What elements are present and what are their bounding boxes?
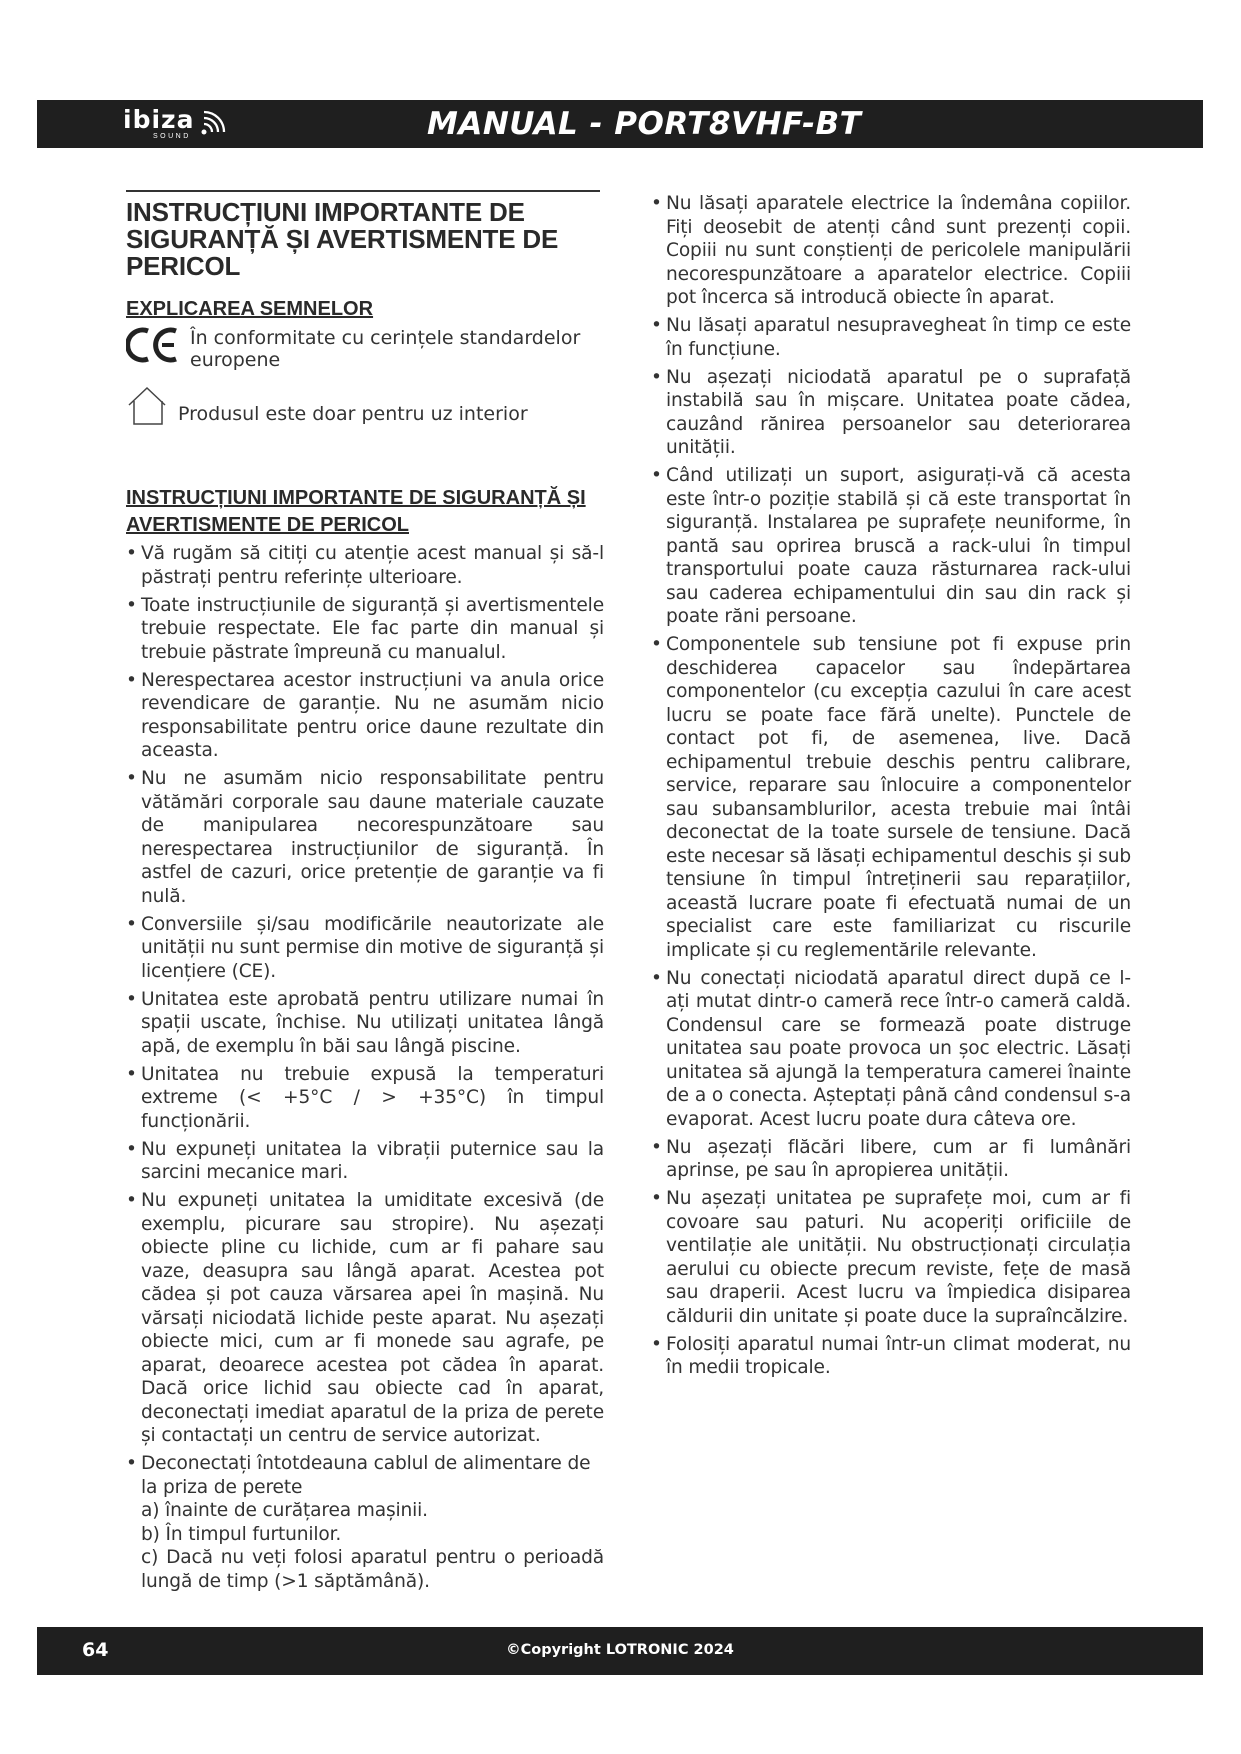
list-item: • Nu ne asumăm nicio responsabilitate pentru vătămări corporale sau daune materiale cauzate de manipularea necorespunzătoare sau nerespectarea instrucțiunilor de siguranță. În astfel de cazuri, orice pretenție de garanție va fi nulă.	[126, 767, 604, 908]
disconnect-case-c: c) Dacă nu veți folosi aparatul pentru o perioadă lungă de timp (>1 săptămână).	[141, 1547, 604, 1592]
house-icon	[126, 383, 170, 427]
indoor-sign-text: Produsul este doar pentru uz interior	[178, 403, 528, 425]
list-item: • Toate instrucțiunile de siguranță și avertismentele trebuie respectate. Ele fac parte din manual și trebuie păstrate împreună cu manualul.	[126, 594, 604, 665]
list-item: • Nerespectarea acestor instrucțiuni va anula orice revendicare de garanție. Nu ne asumăm nicio responsabilitate pentru orice daune rezultate din aceasta.	[126, 669, 604, 763]
logo-subtext: SOUND	[153, 133, 191, 140]
logo-wordmark: ibiza	[123, 105, 195, 134]
list-item	[126, 1452, 604, 1593]
main-heading: INSTRUCȚIUNI IMPORTANTE DE SIGURANȚĂ ȘI AVERTISMENTE DE PERICOL	[126, 197, 559, 281]
list-item: • Folosiți aparatul numai într-un climat moderat, nu în medii tropicale.	[651, 1333, 1131, 1380]
signs-heading: EXPLICAREA SEMNELOR	[126, 298, 374, 320]
page-header	[37, 100, 1203, 148]
list-item: • Nu conectați niciodată aparatul direct după ce l-ați mutat dintr-o cameră rece într-o cameră caldă. Condensul care se formează poate distruge unitatea sau poate provoca un șoc electric. Lăsați unitatea să ajungă la temperatura camerei înainte de a o conecta. Așteptați până când condensul s-a evaporat. Acest lucru poate dura câteva ore.	[651, 967, 1131, 1132]
page-footer	[37, 1627, 1203, 1675]
ce-sign-row	[126, 325, 604, 371]
list-item: • Nu lăsați aparatul nesupravegheat în timp ce este în funcțiune.	[651, 314, 1131, 361]
disconnect-case-a: a) înainte de curățarea mașinii.	[141, 1500, 428, 1521]
page-number: 64	[82, 1639, 109, 1661]
heading-rule	[126, 190, 600, 192]
manual-title: MANUAL - PORT8VHF-BT	[427, 106, 862, 142]
ibiza-sound-logo	[123, 106, 293, 146]
ce-sign-text: În conformitate cu cerințele standardelor europene	[190, 327, 581, 371]
list-item: • Nu expuneți unitatea la umiditate excesivă (de exemplu, picurare sau stropire). Nu așezați obiecte pline cu lichide, cum ar fi pahare sau vaze, deasupra sau lângă aparat. Acestea pot cădea și pot cauza vărsarea apei în mașină. Nu vărsați niciodată lichide peste aparat. Nu așezați obiecte mici, cum ar fi monede sau agrafe, pe aparat, deoarece acestea pot cădea în aparat. Dacă orice lichid sau obiecte cad în aparat, deconectați imediat aparatul de la priza de perete și contactați un centru de service autorizat.	[126, 1189, 604, 1448]
safety-section-heading: INSTRUCȚIUNI IMPORTANTE DE SIGURANȚĂ ȘI AVERTISMENTE DE PERICOL	[126, 487, 586, 536]
disconnect-case-b: b) În timpul furtunilor.	[141, 1523, 342, 1545]
list-item: • Componentele sub tensiune pot fi expuse prin deschiderea capacelor sau îndepărtarea componentelor (cu excepția cazului în care acest lucru se poate face fără unelte). Punctele de contact pot fi, de asemenea, live. Dacă echipamentul trebuie deschis pentru calibrare, service, reparare sau înlocuire a componentelor sau subansamblurilor, acesta trebuie mai întâi deconectat de la toate sursele de tensiune. Dacă este necesar să lăsați echipamentul deschis și sub tensiune în timpul întreținerii sau reparațiilor, această lucrare poate fi efectuată numai de un specialist care este familiarizat cu riscurile implicate și cu reglementările relevante.	[651, 633, 1131, 962]
left-safety-list	[126, 542, 604, 1593]
list-item: • Nu așezați unitatea pe suprafețe moi, cum ar fi covoare sau paturi. Nu acoperiți orificiile de ventilație ale unității. Nu obstrucționați circulația aerului cu obiecte precum reviste, fețe de masă sau draperii. Acest lucru va împiedica disiparea căldurii din unitate și poate duce la supraîncălzire.	[651, 1187, 1131, 1328]
list-item: • Vă rugăm să citiți cu atenție acest manual și să-l păstrați pentru referințe ulterioare.	[126, 542, 604, 589]
right-safety-list	[651, 192, 1131, 1380]
list-item: • Unitatea nu trebuie expusă la temperaturi extreme (< +5°C / > +35°C) în timpul funcționării.	[126, 1063, 604, 1134]
list-item: • Nu lăsați aparatele electrice la îndemâna copiilor. Fiți deosebit de atenți când sunt prezenți copii. Copiii nu sunt conștienți de pericolele manipulării necorespunzătoare a aparatelor electrice. Copiii pot încerca să introducă obiecte în aparat.	[651, 192, 1131, 310]
left-column	[126, 190, 604, 1598]
list-item: • Când utilizați un suport, asigurați-vă că acesta este într-o poziție stabilă și că este transportat în siguranță. Instalarea pe suprafețe neuniforme, în pantă sau oprirea bruscă a rack-ului în timpul transportului poate cauza răsturnarea rack-ului sau caderea echipamentului din sau din rack și poate răni persoane.	[651, 464, 1131, 629]
right-column	[651, 192, 1131, 1384]
list-item: • Nu așezați flăcări libere, cum ar fi lumânări aprinse, pe sau în apropierea unității.	[651, 1136, 1131, 1183]
disconnect-intro: • Deconectați întotdeauna cablul de alimentare de la priza de perete	[141, 1453, 591, 1498]
list-item: • Nu expuneți unitatea la vibrații puternice sau la sarcini mecanice mari.	[126, 1138, 604, 1185]
list-item: • Unitatea este aprobată pentru utilizare numai în spații uscate, închise. Nu utilizați unitatea lângă apă, de exemplu în băi sau lângă piscine.	[126, 988, 604, 1059]
list-item: • Conversiile și/sau modificările neautorizate ale unității nu sunt permise din motive de siguranță și licențiere (CE).	[126, 913, 604, 984]
sound-waves-icon	[198, 110, 232, 140]
list-item: • Nu așezați niciodată aparatul pe o suprafață instabilă sau în mișcare. Unitatea poate cădea, cauzând rănirea persoanelor sau deteriorarea unității.	[651, 366, 1131, 460]
ce-mark-icon	[126, 325, 182, 365]
indoor-sign-row	[126, 383, 604, 427]
copyright-text: ©Copyright LOTRONIC 2024	[506, 1642, 734, 1658]
